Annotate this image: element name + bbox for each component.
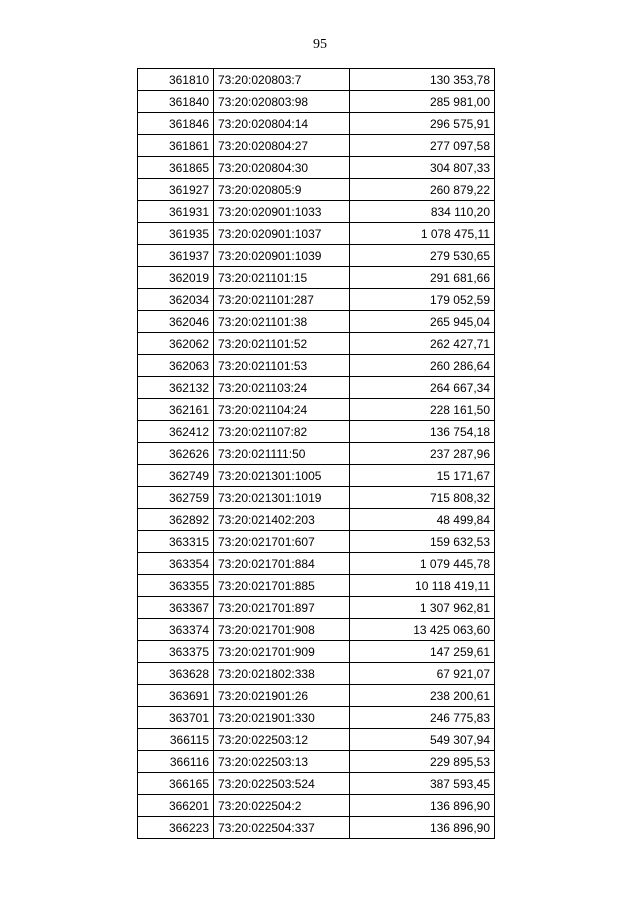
row-id-cell: 363315 (138, 531, 214, 553)
row-id-cell: 362892 (138, 509, 214, 531)
value-cell: 147 259,61 (350, 641, 495, 663)
table-row (138, 311, 495, 333)
row-id-cell: 363374 (138, 619, 214, 641)
table-row (138, 421, 495, 443)
value-cell: 1 078 475,11 (350, 223, 495, 245)
row-id-cell: 361810 (138, 69, 214, 91)
value-cell: 549 307,94 (350, 729, 495, 751)
value-cell: 13 425 063,60 (350, 619, 495, 641)
table-row (138, 619, 495, 641)
table-row (138, 223, 495, 245)
table-row (138, 685, 495, 707)
table-row (138, 509, 495, 531)
row-id-cell: 361935 (138, 223, 214, 245)
value-cell: 237 287,96 (350, 443, 495, 465)
value-cell: 264 667,34 (350, 377, 495, 399)
value-cell: 136 896,90 (350, 817, 495, 839)
value-cell: 67 921,07 (350, 663, 495, 685)
cadastral-number-cell: 73:20:022504:337 (214, 817, 350, 839)
cadastral-number-cell: 73:20:021103:24 (214, 377, 350, 399)
cadastral-number-cell: 73:20:020803:98 (214, 91, 350, 113)
row-id-cell: 361931 (138, 201, 214, 223)
cadastral-number-cell: 73:20:021101:15 (214, 267, 350, 289)
value-cell: 15 171,67 (350, 465, 495, 487)
table-row (138, 201, 495, 223)
table-row (138, 399, 495, 421)
cadastral-number-cell: 73:20:021107:82 (214, 421, 350, 443)
row-id-cell: 361840 (138, 91, 214, 113)
cadastral-number-cell: 73:20:020901:1033 (214, 201, 350, 223)
row-id-cell: 363355 (138, 575, 214, 597)
value-cell: 48 499,84 (350, 509, 495, 531)
row-id-cell: 361846 (138, 113, 214, 135)
row-id-cell: 361927 (138, 179, 214, 201)
value-cell: 136 896,90 (350, 795, 495, 817)
table-row (138, 333, 495, 355)
value-cell: 262 427,71 (350, 333, 495, 355)
table-row (138, 487, 495, 509)
table-row (138, 157, 495, 179)
value-cell: 1 307 962,81 (350, 597, 495, 619)
table-row (138, 289, 495, 311)
row-id-cell: 362063 (138, 355, 214, 377)
cadastral-number-cell: 73:20:021402:203 (214, 509, 350, 531)
cadastral-number-cell: 73:20:020804:27 (214, 135, 350, 157)
table-row (138, 377, 495, 399)
row-id-cell: 366201 (138, 795, 214, 817)
cadastral-number-cell: 73:20:021901:26 (214, 685, 350, 707)
value-cell: 179 052,59 (350, 289, 495, 311)
cadastral-number-cell: 73:20:021111:50 (214, 443, 350, 465)
table-row (138, 751, 495, 773)
table-row (138, 113, 495, 135)
cadastral-number-cell: 73:20:020901:1037 (214, 223, 350, 245)
cadastral-number-cell: 73:20:020803:7 (214, 69, 350, 91)
cadastral-number-cell: 73:20:021101:38 (214, 311, 350, 333)
value-cell: 279 530,65 (350, 245, 495, 267)
value-cell: 265 945,04 (350, 311, 495, 333)
value-cell: 159 632,53 (350, 531, 495, 553)
cadastral-number-cell: 73:20:021301:1019 (214, 487, 350, 509)
value-cell: 260 286,64 (350, 355, 495, 377)
value-cell: 277 097,58 (350, 135, 495, 157)
cadastral-number-cell: 73:20:020804:30 (214, 157, 350, 179)
cadastral-number-cell: 73:20:022503:13 (214, 751, 350, 773)
cadastral-number-cell: 73:20:021701:607 (214, 531, 350, 553)
value-cell: 285 981,00 (350, 91, 495, 113)
cadastral-number-cell: 73:20:022504:2 (214, 795, 350, 817)
table-body (138, 69, 495, 839)
row-id-cell: 366116 (138, 751, 214, 773)
value-cell: 10 118 419,11 (350, 575, 495, 597)
table-row (138, 707, 495, 729)
table-row (138, 179, 495, 201)
table-row (138, 443, 495, 465)
row-id-cell: 362759 (138, 487, 214, 509)
value-cell: 136 754,18 (350, 421, 495, 443)
value-cell: 246 775,83 (350, 707, 495, 729)
cadastral-number-cell: 73:20:021101:287 (214, 289, 350, 311)
row-id-cell: 361861 (138, 135, 214, 157)
row-id-cell: 362626 (138, 443, 214, 465)
cadastral-number-cell: 73:20:020805:9 (214, 179, 350, 201)
row-id-cell: 362062 (138, 333, 214, 355)
page-number: 95 (313, 37, 327, 52)
table-row (138, 641, 495, 663)
table-row (138, 773, 495, 795)
table-row (138, 663, 495, 685)
row-id-cell: 363375 (138, 641, 214, 663)
cadastral-number-cell: 73:20:021101:52 (214, 333, 350, 355)
table-row (138, 69, 495, 91)
row-id-cell: 363367 (138, 597, 214, 619)
value-cell: 834 110,20 (350, 201, 495, 223)
table-row (138, 91, 495, 113)
table-row (138, 553, 495, 575)
value-cell: 304 807,33 (350, 157, 495, 179)
table-row (138, 135, 495, 157)
cadastral-number-cell: 73:20:021802:338 (214, 663, 350, 685)
cadastral-number-cell: 73:20:020804:14 (214, 113, 350, 135)
value-cell: 228 161,50 (350, 399, 495, 421)
cadastral-number-cell: 73:20:021701:908 (214, 619, 350, 641)
value-cell: 229 895,53 (350, 751, 495, 773)
cadastral-value-table (137, 68, 495, 839)
table-row (138, 245, 495, 267)
value-cell: 1 079 445,78 (350, 553, 495, 575)
table-row (138, 795, 495, 817)
value-cell: 238 200,61 (350, 685, 495, 707)
cadastral-number-cell: 73:20:021301:1005 (214, 465, 350, 487)
cadastral-number-cell: 73:20:020901:1039 (214, 245, 350, 267)
value-cell: 130 353,78 (350, 69, 495, 91)
row-id-cell: 361865 (138, 157, 214, 179)
row-id-cell: 362034 (138, 289, 214, 311)
table-row (138, 817, 495, 839)
cadastral-number-cell: 73:20:022503:12 (214, 729, 350, 751)
row-id-cell: 362412 (138, 421, 214, 443)
table-row (138, 729, 495, 751)
row-id-cell: 362161 (138, 399, 214, 421)
table-row (138, 597, 495, 619)
cadastral-number-cell: 73:20:022503:524 (214, 773, 350, 795)
row-id-cell: 363354 (138, 553, 214, 575)
row-id-cell: 363701 (138, 707, 214, 729)
row-id-cell: 366223 (138, 817, 214, 839)
row-id-cell: 362019 (138, 267, 214, 289)
cadastral-number-cell: 73:20:021101:53 (214, 355, 350, 377)
cadastral-number-cell: 73:20:021701:885 (214, 575, 350, 597)
table-row (138, 465, 495, 487)
cadastral-number-cell: 73:20:021104:24 (214, 399, 350, 421)
table-row (138, 531, 495, 553)
value-cell: 291 681,66 (350, 267, 495, 289)
row-id-cell: 363628 (138, 663, 214, 685)
value-cell: 296 575,91 (350, 113, 495, 135)
row-id-cell: 363691 (138, 685, 214, 707)
cadastral-number-cell: 73:20:021701:897 (214, 597, 350, 619)
row-id-cell: 362132 (138, 377, 214, 399)
table-row (138, 575, 495, 597)
value-cell: 387 593,45 (350, 773, 495, 795)
cadastral-number-cell: 73:20:021701:884 (214, 553, 350, 575)
value-cell: 715 808,32 (350, 487, 495, 509)
row-id-cell: 362749 (138, 465, 214, 487)
row-id-cell: 362046 (138, 311, 214, 333)
row-id-cell: 361937 (138, 245, 214, 267)
row-id-cell: 366165 (138, 773, 214, 795)
cadastral-number-cell: 73:20:021701:909 (214, 641, 350, 663)
row-id-cell: 366115 (138, 729, 214, 751)
table-row (138, 267, 495, 289)
table-row (138, 355, 495, 377)
cadastral-number-cell: 73:20:021901:330 (214, 707, 350, 729)
value-cell: 260 879,22 (350, 179, 495, 201)
